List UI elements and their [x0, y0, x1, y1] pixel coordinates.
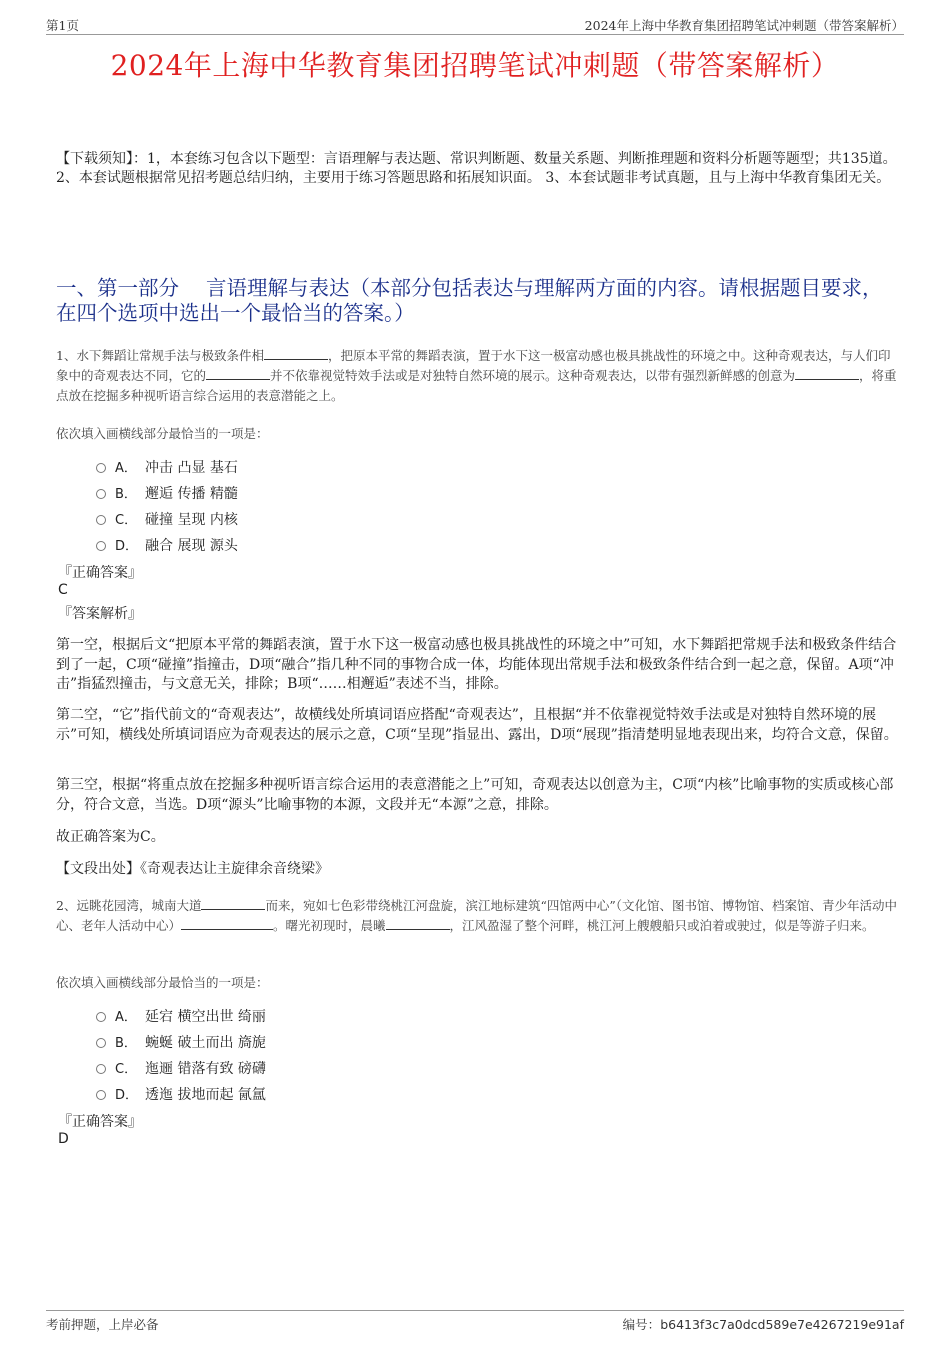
- footer-code: [623, 1315, 904, 1333]
- q1-blank-2: [206, 366, 270, 380]
- option-letter: A．: [115, 461, 137, 476]
- q1-answer: C: [58, 582, 68, 598]
- radio-icon[interactable]: [96, 463, 106, 473]
- q2-blank-2: [181, 916, 273, 930]
- option-letter: A．: [115, 1010, 137, 1025]
- q1-source: 【文段出处】《奇观表达让主旋律余音绕梁》: [56, 861, 329, 877]
- q1-analysis-label: 『答案解析』: [58, 606, 142, 622]
- q2-option-b[interactable]: [96, 1032, 266, 1052]
- option-letter: C．: [115, 1062, 138, 1077]
- option-text: 透迤 拔地而起 氤氲: [145, 1087, 266, 1103]
- option-text: 延宕 横空出世 绮丽: [145, 1009, 266, 1025]
- download-notice: 【下载须知】：1，本套练习包含以下题型：言语理解与表达题、常识判断题、数量关系题、判断推理题和资料分析题等题型；共135道。 2、本套试题根据常见招考题总结归纳，主要用于练习答题思路和拓展知识面。 3、本套试题非考试真题，且与上海中华教育集团无关。: [56, 151, 897, 186]
- radio-icon[interactable]: [96, 1012, 106, 1022]
- page-footer: [46, 1310, 904, 1333]
- option-letter: C．: [115, 513, 138, 528]
- q2-answer: D: [58, 1131, 69, 1147]
- document-title: 2024年上海中华教育集团招聘笔试冲刺题（带答案解析）: [110, 49, 840, 82]
- q1-option-d[interactable]: [96, 535, 238, 555]
- q2-answer-label: 『正确答案』: [58, 1114, 142, 1130]
- radio-icon[interactable]: [96, 541, 106, 551]
- question-1-stem: [56, 346, 898, 406]
- q2-stem-part: 。曙光初现时，晨曦: [273, 918, 386, 933]
- q1-analysis-p3: 第三空，根据“将重点放在挖掘多种视听语言综合运用的表意潜能之上”可知，奇观表达以创意为主，C项“内核”比喻事物的实质或核心部分，符合文意，当选。D项“源头”比喻事物的本源，文段并无“本源”之意，排除。: [56, 777, 894, 813]
- q2-option-c[interactable]: [96, 1058, 266, 1078]
- q2-option-d[interactable]: [96, 1084, 266, 1104]
- option-letter: B．: [115, 1036, 137, 1051]
- option-letter: D．: [115, 1088, 139, 1103]
- q1-blank-3: [795, 366, 859, 380]
- q1-stem-part: ，把原本平常的舞蹈表演，置于水下这一极富动感也极具挑战性的环境之中。这种奇观表达，与人们印象中的奇观表达不同，它的: [56, 348, 891, 383]
- option-text: 融合 展现 源头: [145, 538, 238, 554]
- section-heading: 一、第一部分 言语理解与表达（本部分包括表达与理解两方面的内容。请根据题目要求，在四个选项中选出一个最恰当的答案。）: [56, 276, 883, 325]
- q1-option-b[interactable]: [96, 483, 238, 503]
- q2-stem-part: ，江风盈湿了整个河畔，桃江河上艘艘船只或泊着或驶过，似是等游子归来。: [449, 918, 875, 933]
- question-2-stem: [56, 896, 898, 936]
- q1-option-a[interactable]: [96, 457, 238, 477]
- option-text: 蜿蜒 破土而出 旖旎: [145, 1035, 266, 1051]
- radio-icon[interactable]: [96, 1038, 106, 1048]
- page-number: 第1页: [46, 18, 79, 33]
- q1-blank-1: [264, 346, 328, 360]
- footer-code-value: b6413f3c7a0dcd589e7e4267219e91af: [660, 1317, 904, 1332]
- q2-option-a[interactable]: [96, 1006, 266, 1026]
- q2-prompt: 依次填入画横线部分最恰当的一项是：: [56, 975, 269, 990]
- footer-slogan: 考前押题，上岸必备: [46, 1317, 159, 1332]
- option-letter: D．: [115, 539, 139, 554]
- q2-blank-3: [386, 916, 450, 930]
- q1-prompt: 依次填入画横线部分最恰当的一项是：: [56, 426, 269, 441]
- q1-option-c[interactable]: [96, 509, 238, 529]
- option-text: 冲击 凸显 基石: [145, 460, 238, 476]
- q1-answer-label: 『正确答案』: [58, 565, 142, 581]
- q1-analysis-p1: 第一空，根据后文“把原本平常的舞蹈表演，置于水下这一极富动感也极具挑战性的环境之中”可知，水下舞蹈把常规手法和极致条件结合到了一起，C项“碰撞”指撞击，D项“融合”指几种不同的事物合成一体，均能体现出常规手法和极致条件结合到一起之意，保留。A项“冲击”指猛烈撞击，与文意无关，排除；B项“……相邂逅”表述不当，排除。: [56, 637, 897, 692]
- q2-stem-part: 2、远眺花园湾，城南大道: [56, 898, 202, 913]
- radio-icon[interactable]: [96, 489, 106, 499]
- q1-analysis-conclusion: 故正确答案为C。: [56, 829, 165, 845]
- footer-code-label: 编号：: [622, 1317, 661, 1332]
- radio-icon[interactable]: [96, 1064, 106, 1074]
- option-text: 邂逅 传播 精髓: [145, 486, 238, 502]
- option-letter: B．: [115, 487, 137, 502]
- header-doc-title: 2024年上海中华教育集团招聘笔试冲刺题（带答案解析）: [584, 18, 904, 33]
- option-text: 碰撞 呈现 内核: [145, 512, 238, 528]
- radio-icon[interactable]: [96, 515, 106, 525]
- q1-stem-part: 1、水下舞蹈让常规手法与极致条件相: [56, 348, 264, 363]
- q2-stem-part: 而来，宛如七色彩带绕桃江河盘旋，滨江地标建筑“四馆两中心”（文化馆、图书馆、博物馆、档案馆、青少年活动中心、老年人活动中心）: [56, 898, 898, 933]
- q1-stem-part: ，将重点放在挖掘多种视听语言综合运用的表意潜能之上。: [56, 368, 897, 403]
- option-text: 迤逦 错落有致 磅礴: [145, 1061, 266, 1077]
- q1-analysis-p2: 第二空，“它”指代前文的“奇观表达”，故横线处所填词语应搭配“奇观表达”，且根据“并不依靠视觉特效手法或是对独特自然环境的展示”可知，横线处所填词语应为奇观表达的展示之意，C项“呈现”指显出、露出，D项“展现”指清楚明显地表现出来，均符合文意，保留。: [56, 707, 898, 743]
- radio-icon[interactable]: [96, 1090, 106, 1100]
- page-header: [46, 14, 904, 35]
- q1-stem-part: 并不依靠视觉特效手法或是对独特自然环境的展示。这种奇观表达，以带有强烈新鲜感的创意为: [270, 368, 796, 383]
- q2-blank-1: [201, 896, 265, 910]
